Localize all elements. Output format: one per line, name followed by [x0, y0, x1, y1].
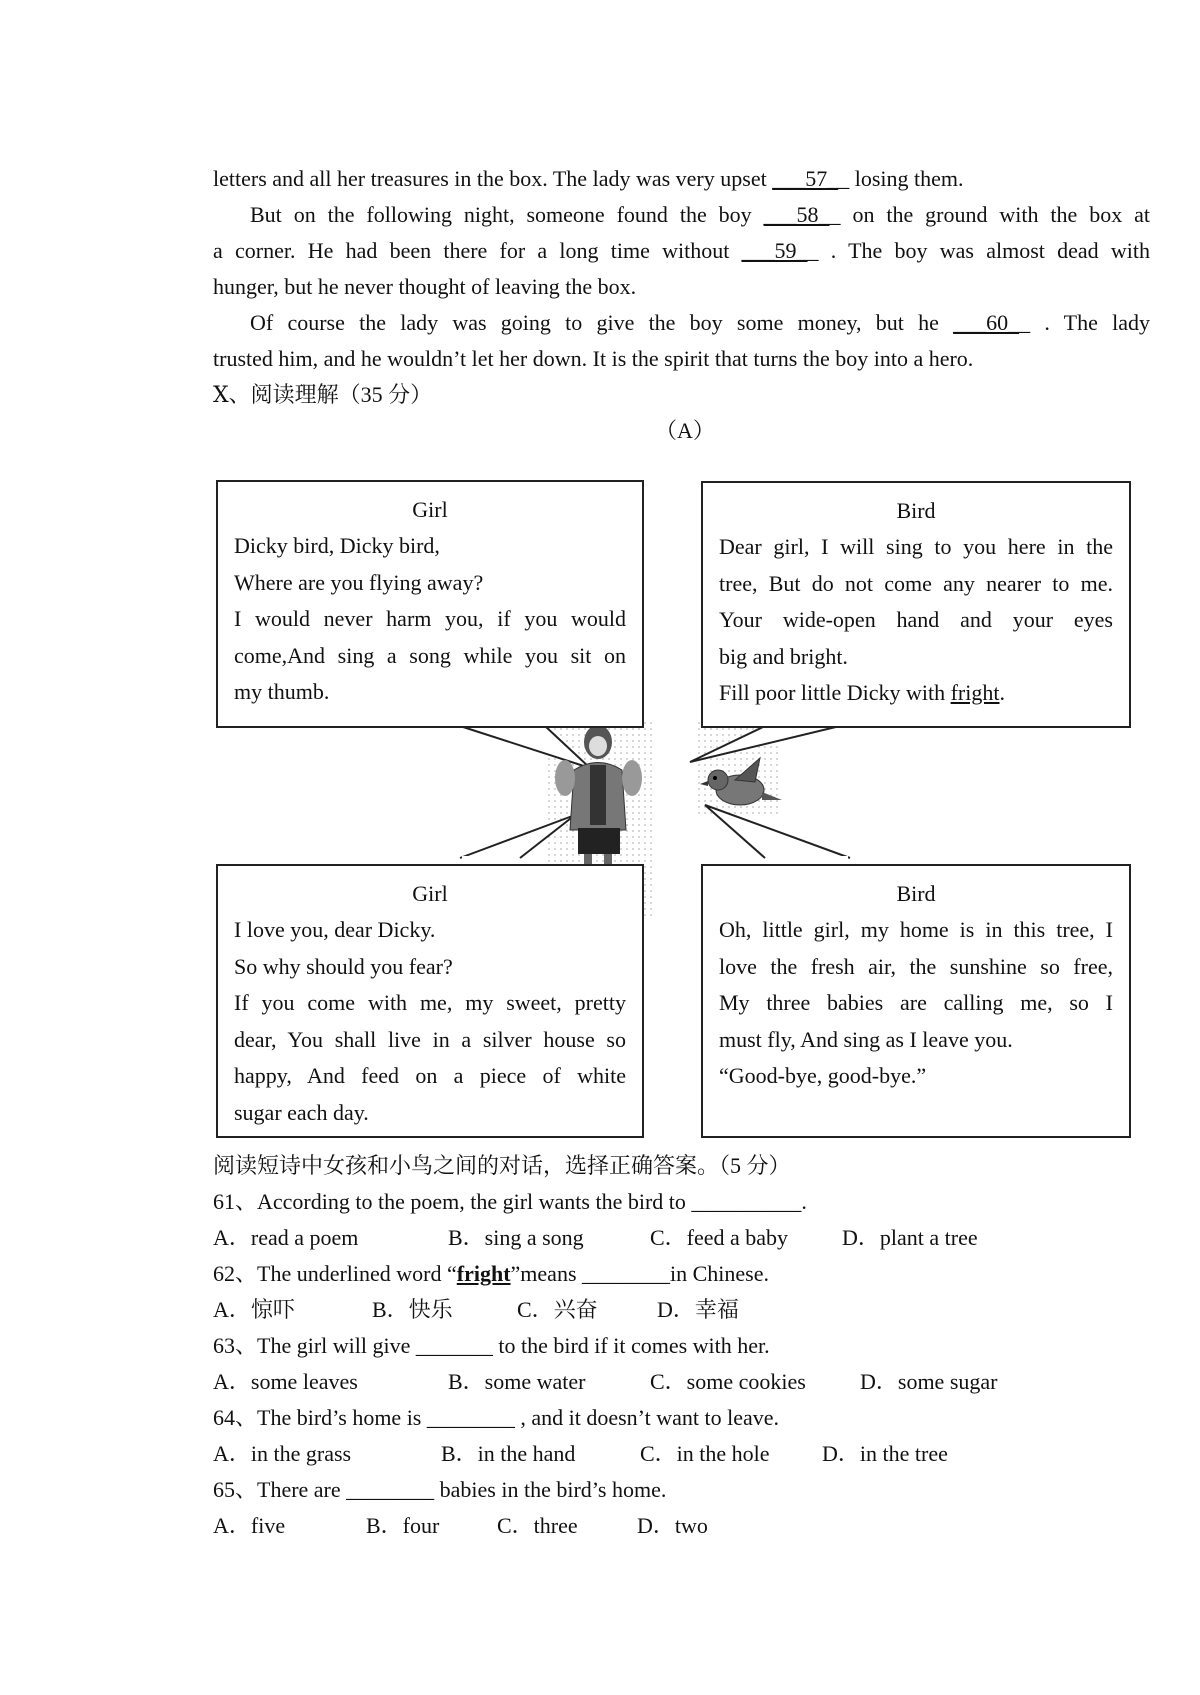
speaker-label: Bird [896, 498, 936, 523]
poem-line: dear, You shall live in a silver house so [234, 1026, 626, 1052]
box2-pointer [690, 726, 840, 762]
q65-option-a[interactable]: A．five [213, 1513, 286, 1538]
poem-box-bird-1 [701, 481, 1131, 728]
speaker-label: Girl [412, 881, 448, 906]
q61-option-c[interactable]: C．feed a baby [650, 1225, 789, 1250]
poem-line: sugar each day. [234, 1099, 369, 1125]
question-text: ”means ________in Chinese. [510, 1261, 769, 1286]
q65-option-b[interactable]: B．four [366, 1513, 440, 1538]
question-63: 63、The girl will give _______ to the bird if it comes with her. [213, 1333, 770, 1358]
q62-option-d[interactable]: D．幸福 [657, 1297, 739, 1322]
passage-text: _ on the ground with the box at [829, 202, 1150, 227]
box1-pointer [460, 726, 590, 768]
poem-box-bird-2 [701, 864, 1131, 1138]
passage-text: Of course the lady was going to give the boy some money, but he [250, 310, 954, 335]
q62-option-c[interactable]: C．兴奋 [517, 1297, 598, 1322]
question-61: 61、According to the poem, the girl wants the bird to __________. [213, 1189, 807, 1214]
q61-option-a[interactable]: A．read a poem [213, 1225, 359, 1250]
q63-option-c[interactable]: C．some cookies [650, 1369, 806, 1394]
passage-text: But on the following night, someone found the boy [250, 202, 764, 227]
bird-figure [700, 758, 782, 805]
q61-option-d[interactable]: D．plant a tree [842, 1225, 978, 1250]
poem-line: My three babies are calling me, so I [719, 990, 1113, 1015]
question-62 [213, 1256, 769, 1292]
passage-text: _ losing them. [838, 166, 964, 191]
instructions: 阅读短诗中女孩和小鸟之间的对话，选择正确答案。（5 分） [213, 1153, 791, 1178]
blank-60: ___60_ [953, 310, 1020, 335]
poem-line: tree, But do not come any nearer to me. [719, 570, 1113, 596]
q61-option-b[interactable]: B．sing a song [448, 1225, 584, 1250]
q64-option-c[interactable]: C．in the hole [640, 1441, 770, 1466]
underlined-word-fright: fright [456, 1261, 511, 1286]
passage-line-5 [250, 305, 1150, 341]
poem-line: come,And sing a song while you sit on [234, 642, 626, 668]
q63-option-a[interactable]: A．some leaves [213, 1369, 358, 1394]
passage-line-1 [213, 161, 1150, 197]
q65-option-c[interactable]: C．three [497, 1513, 578, 1538]
q63-option-d[interactable]: D．some sugar [860, 1369, 998, 1394]
box3-pointer [460, 815, 575, 858]
q65-option-d[interactable]: D．two [637, 1513, 708, 1538]
poem-line: I love you, dear Dicky. [234, 917, 436, 942]
blank-59: ___59_ [741, 238, 808, 263]
poem-line: happy, And feed on a piece of white [234, 1063, 626, 1088]
passage-line-2 [250, 197, 1150, 233]
poem-box-girl-2 [216, 864, 644, 1138]
speaker-label: Girl [412, 497, 448, 522]
poem-line: If you come with me, my sweet, pretty [234, 990, 626, 1015]
passage-line-3 [213, 233, 1150, 269]
blank-58: ___58_ [763, 202, 830, 227]
passage-text: _ . The lady [1019, 310, 1150, 335]
poem-line: Oh, little girl, my home is in this tree, I [719, 917, 1113, 942]
question-text: 62、The underlined word “ [213, 1261, 457, 1286]
part-label: （A） [655, 418, 715, 443]
poem-line: my thumb. [234, 679, 330, 704]
q64-option-b[interactable]: B．in the hand [441, 1441, 576, 1466]
poem-line: Dicky bird, Dicky bird, [234, 533, 440, 558]
poem-line: love the fresh air, the sunshine so free, [719, 953, 1113, 979]
q62-option-a[interactable]: A．惊吓 [213, 1297, 295, 1322]
passage-line-4: hunger, but he never thought of leaving the box. [213, 274, 637, 299]
bird-picture-background [695, 720, 780, 815]
poem-line: Your wide-open hand and your eyes [719, 607, 1113, 632]
passage-line-6: trusted him, and he wouldn’t let her down. It is the spirit that turns the boy into a hero. [213, 346, 974, 371]
question-65: 65、There are ________ babies in the bird’s home. [213, 1477, 667, 1502]
poem-line: Dear girl, I will sing to you here in the [719, 534, 1113, 559]
passage-text: a corner. He had been there for a long time without [213, 238, 742, 263]
passage-text: letters and all her treasures in the box. The lady was very upset [213, 166, 773, 191]
poem-line [719, 675, 1113, 712]
poem-line: “Good-bye, good-bye.” [719, 1063, 927, 1088]
poem-text: Fill poor little Dicky with [719, 680, 951, 705]
q64-option-d[interactable]: D．in the tree [822, 1441, 948, 1466]
poem-box-girl-1 [216, 480, 644, 728]
q63-option-b[interactable]: B．some water [448, 1369, 586, 1394]
q64-option-a[interactable]: A．in the grass [213, 1441, 352, 1466]
poem-text: . [999, 680, 1005, 705]
poem-line: must fly, And sing as I leave you. [719, 1026, 1013, 1052]
speaker-label: Bird [896, 881, 936, 906]
section-heading: Ⅹ、阅读理解（35 分） [213, 382, 433, 407]
box4-pointer [705, 805, 850, 858]
underlined-word-fright: fright [950, 680, 1000, 705]
blank-57: ___57_ [772, 166, 839, 191]
poem-line: So why should you fear? [234, 953, 453, 979]
poem-line: I would never harm you, if you would [234, 606, 626, 631]
poem-line: big and bright. [719, 643, 848, 669]
question-64: 64、The bird’s home is ________ , and it doesn’t want to leave. [213, 1405, 780, 1430]
passage-text: _ . The boy was almost dead with [807, 238, 1150, 263]
poem-line: Where are you flying away? [234, 569, 484, 595]
q62-option-b[interactable]: B．快乐 [372, 1297, 453, 1322]
